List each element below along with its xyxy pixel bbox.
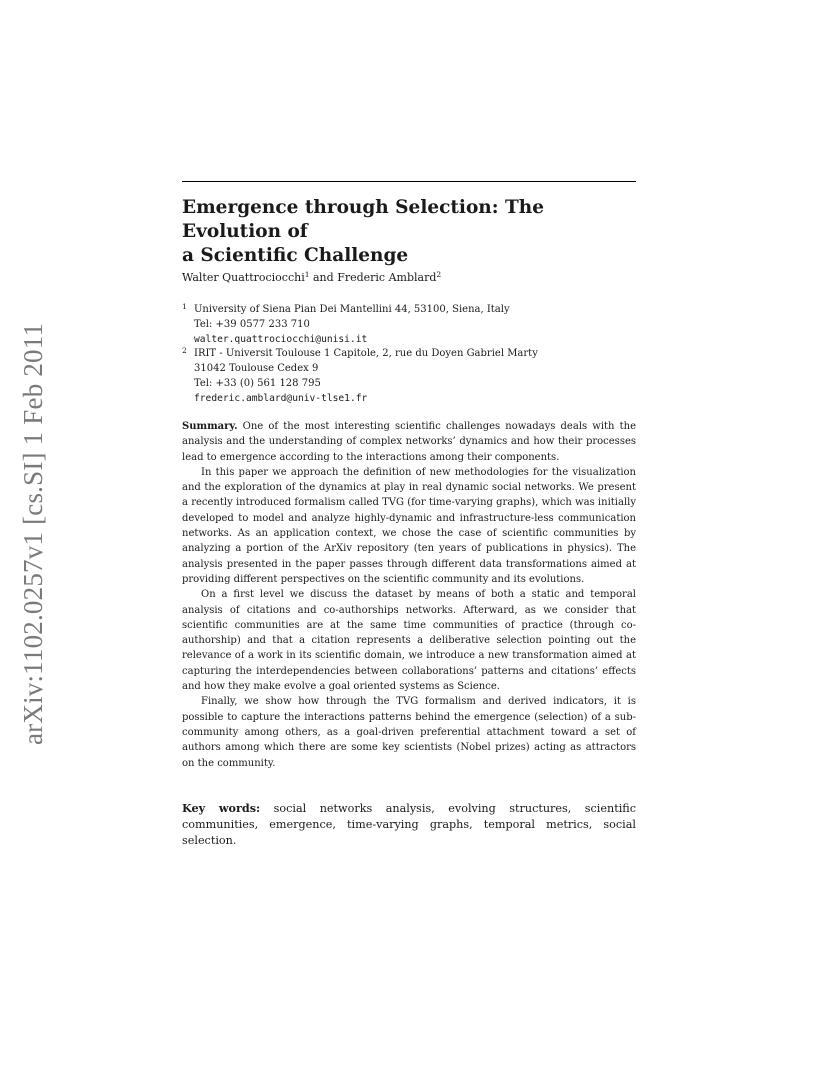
affiliation-1-phone: Tel: +39 0577 233 710 <box>194 319 310 330</box>
author-2-mark: 2 <box>436 270 442 279</box>
paper-title <box>182 196 642 268</box>
summary-paragraph-4: Finally, we show how through the TVG formalism and derived indicators, it is possible to capture the interactions patterns behind the emergence (selection) of a sub-community among others, as a goal-driven preferential attachment toward a set of authors among which there are some key scientists (Nobel prizes) acting as attractors on the community. <box>182 696 636 769</box>
affiliation-2-mark: 2 <box>182 346 187 355</box>
author-1-mark: 1 <box>304 270 310 279</box>
summary-paragraph-3: On a first level we discuss the dataset by means of both a static and temporal analysis of citations and co-authorships networks. Afterward, as we consider that scientific communities are at the same time communities of practice (through co-authorship) and that a citation represents a deliberative selection pointing out the relevance of a work in its scientific domain, we introduce a new transformation aimed at capturing the interdependencies between collaborations’ patterns and citations’ effects and how they make evolve a goal oriented systems as Science. <box>182 589 636 693</box>
affiliation-2-address: IRIT - Universit Toulouse 1 Capitole, 2, rue du Doyen Gabriel Marty <box>194 348 538 359</box>
affiliation-1-address: University of Siena Pian Dei Mantellini 44, 53100, Siena, Italy <box>194 304 510 315</box>
author-2-name: Frederic Amblard <box>337 271 437 284</box>
keywords-section <box>182 800 636 849</box>
affiliation-2 <box>182 346 636 406</box>
summary-paragraph-1 <box>182 419 636 465</box>
affiliation-1 <box>182 302 636 347</box>
title-line-2: a Scientific Challenge <box>182 245 409 266</box>
arxiv-identifier-stamp: arXiv:1102.0257v1 [cs.SI] 1 Feb 2011 <box>18 322 48 745</box>
summary-section <box>182 419 636 771</box>
keywords-text: social networks analysis, evolving structures, scientific communities, emergence, time-varying graphs, temporal metrics, social selection. <box>182 802 637 847</box>
affiliation-1-email: walter.quattrociocchi@unisi.it <box>194 334 368 345</box>
affiliation-2-city: 31042 Toulouse Cedex 9 <box>194 363 319 374</box>
affiliation-1-mark: 1 <box>182 302 187 311</box>
affiliation-2-email: frederic.amblard@univ-tlse1.fr <box>194 393 368 404</box>
author-conjunction: and <box>309 271 338 284</box>
summary-paragraph-2: In this paper we approach the definition of new methodologies for the visualization and the exploration of the dynamics at play in real dynamic social networks. We present a recently introduced formalism called TVG (for time-varying graphs), which was initially developed to model and analyze highly-dynamic and infrastructure-less communication networks. As an application context, we chose the case of scientific communities by analyzing a portion of the ArXiv repository (ten years of publications in physics). The analysis presented in the paper passes through different data transformations aimed at providing different perspectives on the scientific community and its evolutions. <box>182 466 636 585</box>
keywords-label: Key words: <box>182 801 261 815</box>
summary-label: Summary. <box>182 421 238 432</box>
author-list <box>182 271 441 285</box>
summary-paragraph-1-text: One of the most interesting scientific challenges nowadays deals with the analysis and the understanding of complex networks’ dynamics and how their processes lead to emergence according to the interactions among their components. <box>182 421 636 463</box>
title-rule <box>182 181 636 182</box>
title-line-1: Emergence through Selection: The Evolution of <box>182 197 544 242</box>
affiliation-2-phone: Tel: +33 (0) 561 128 795 <box>194 378 321 389</box>
author-1-name: Walter Quattrociocchi <box>182 271 305 284</box>
